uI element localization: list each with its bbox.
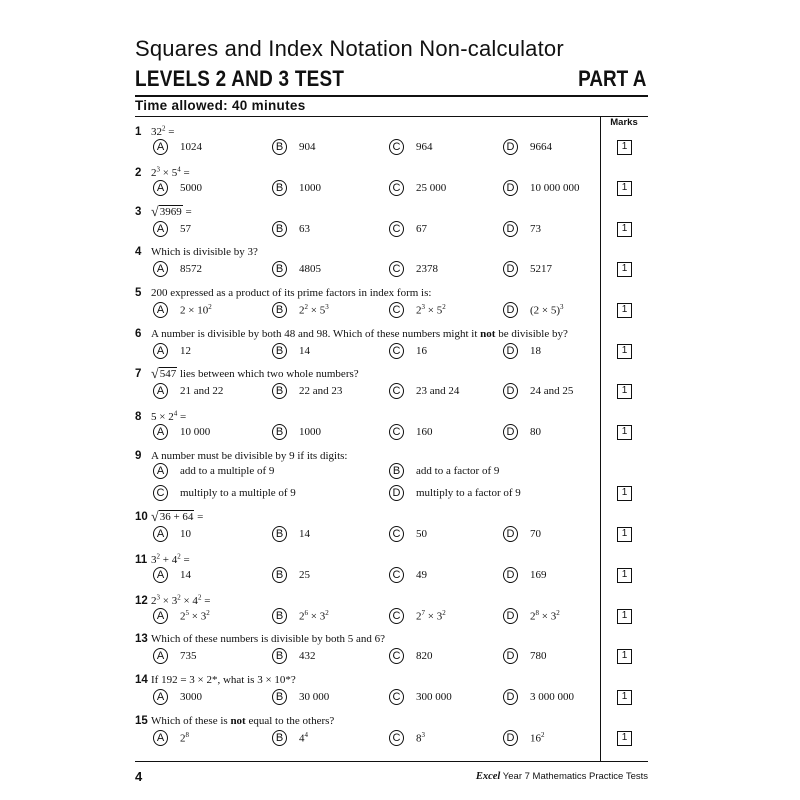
- question-number: 3: [135, 206, 142, 218]
- option-letter-c: C: [389, 526, 404, 542]
- question-1: [135, 124, 174, 138]
- option-value: 300 000: [416, 691, 452, 703]
- option-letter-c: C: [389, 383, 404, 399]
- option-value: $2^7 \times 3^2$: [416, 609, 446, 623]
- marks-box: 1: [617, 568, 632, 583]
- answer-option-c[interactable]: [389, 383, 459, 399]
- part-label: PART A: [577, 66, 646, 91]
- answer-option-a[interactable]: [153, 424, 210, 440]
- option-value: 25: [299, 569, 310, 581]
- answer-option-b[interactable]: [272, 302, 329, 318]
- option-value: 12: [180, 345, 191, 357]
- question-number: 14: [135, 674, 148, 686]
- answer-option-b[interactable]: [272, 608, 329, 624]
- question-number: 13: [135, 633, 148, 645]
- answer-option-d[interactable]: [503, 383, 573, 399]
- option-value: 160: [416, 426, 433, 438]
- option-letter-a: A: [153, 221, 168, 237]
- answer-option-a[interactable]: [153, 648, 197, 664]
- option-letter-d: D: [503, 608, 518, 624]
- answer-option-c[interactable]: [389, 526, 427, 542]
- answer-option-d[interactable]: [389, 485, 521, 501]
- question-3: [135, 206, 192, 218]
- option-value: 73: [530, 223, 541, 235]
- marks-box: 1: [617, 384, 632, 399]
- question-13: [135, 633, 385, 645]
- question-number: 4: [135, 246, 142, 258]
- option-letter-c: C: [389, 648, 404, 664]
- option-letter-d: D: [503, 343, 518, 359]
- option-letter-c: C: [389, 302, 404, 318]
- footer-title: Year 7 Mathematics Practice Tests: [502, 771, 648, 782]
- answer-option-a[interactable]: [153, 221, 191, 237]
- answer-option-a[interactable]: [153, 180, 202, 196]
- answer-option-d[interactable]: [503, 648, 547, 664]
- marks-box: 1: [617, 140, 632, 155]
- answer-option-b[interactable]: [272, 526, 310, 542]
- option-value: $2^2 \times 5^3$: [299, 303, 329, 317]
- question-number: 1: [135, 125, 142, 138]
- option-value: 14: [299, 345, 310, 357]
- question-text: A number must be divisible by 9 if its digits:: [151, 450, 348, 462]
- option-value: 49: [416, 569, 427, 581]
- option-value: 5000: [180, 182, 202, 194]
- marks-box: 1: [617, 303, 632, 318]
- answer-option-d[interactable]: [503, 261, 552, 277]
- question-8: [135, 409, 186, 423]
- answer-option-d[interactable]: [503, 424, 541, 440]
- answer-option-a[interactable]: [153, 261, 202, 277]
- answer-option-c[interactable]: [389, 302, 446, 318]
- test-title: LEVELS 2 AND 3 TEST: [135, 66, 345, 91]
- marks-box: 1: [617, 262, 632, 277]
- answer-option-c[interactable]: [389, 689, 452, 705]
- option-letter-a: A: [153, 424, 168, 440]
- question-text: $2^3 \times 3^2 \times 4^2$ =: [151, 593, 211, 607]
- topic-heading: Squares and Index Notation Non-calculator: [135, 36, 564, 61]
- question-11: [135, 552, 190, 566]
- question-text: A number is divisible by both 48 and 98. Which of these numbers might it not be divisible by?: [151, 328, 568, 340]
- marks-box: 1: [617, 425, 632, 440]
- option-value: 3 000 000: [530, 691, 574, 703]
- question-text: $3^2 + 4^2$ =: [151, 552, 190, 566]
- option-letter-d: D: [503, 302, 518, 318]
- option-value: 964: [416, 141, 433, 153]
- question-number: 11: [135, 553, 148, 566]
- question-text: √36 + 64 =: [151, 510, 204, 525]
- answer-option-a[interactable]: [153, 139, 202, 155]
- option-letter-b: B: [272, 383, 287, 399]
- table-bottom-rule: [135, 761, 648, 762]
- answer-option-a[interactable]: [153, 463, 274, 479]
- option-letter-a: A: [153, 302, 168, 318]
- answer-option-d[interactable]: [503, 139, 552, 155]
- option-value: $2^6 \times 3^2$: [299, 609, 329, 623]
- answer-option-a[interactable]: [153, 526, 191, 542]
- option-value: 2378: [416, 263, 438, 275]
- marks-box: 1: [617, 731, 632, 746]
- answer-option-a[interactable]: [153, 302, 212, 318]
- marks-box: 1: [617, 181, 632, 196]
- answer-option-d[interactable]: [503, 689, 574, 705]
- marks-column-divider: [600, 116, 601, 761]
- answer-option-b[interactable]: [272, 424, 321, 440]
- answer-option-b[interactable]: [272, 180, 321, 196]
- answer-option-c[interactable]: [389, 261, 438, 277]
- option-letter-b: B: [272, 567, 287, 583]
- answer-option-c[interactable]: [389, 424, 433, 440]
- answer-option-d[interactable]: [503, 526, 541, 542]
- option-value: add to a factor of 9: [416, 465, 500, 477]
- answer-option-d[interactable]: [503, 567, 547, 583]
- option-letter-a: A: [153, 180, 168, 196]
- question-4: [135, 246, 258, 258]
- option-letter-a: A: [153, 608, 168, 624]
- answer-option-b[interactable]: [272, 139, 316, 155]
- option-letter-a: A: [153, 343, 168, 359]
- option-letter-a: A: [153, 567, 168, 583]
- option-letter-d: D: [503, 567, 518, 583]
- option-letter-b: B: [272, 139, 287, 155]
- option-value: multiply to a multiple of 9: [180, 487, 296, 499]
- option-value: 10 000 000: [530, 182, 580, 194]
- option-value: 9664: [530, 141, 552, 153]
- option-letter-c: C: [389, 689, 404, 705]
- option-letter-b: B: [272, 648, 287, 664]
- answer-option-a[interactable]: [153, 730, 189, 746]
- question-text: 200 expressed as a product of its prime factors in index form is:: [151, 287, 432, 299]
- option-value: 70: [530, 528, 541, 540]
- option-letter-b: B: [272, 343, 287, 359]
- option-letter-d: D: [503, 383, 518, 399]
- option-letter-c: C: [389, 730, 404, 746]
- option-letter-b: B: [272, 689, 287, 705]
- question-number: 8: [135, 410, 142, 423]
- option-value: 1000: [299, 426, 321, 438]
- option-letter-b: B: [272, 424, 287, 440]
- option-value: 18: [530, 345, 541, 357]
- option-value: $2^8$: [180, 731, 189, 745]
- question-15: [135, 715, 334, 727]
- option-letter-a: A: [153, 383, 168, 399]
- question-text: Which of these numbers is divisible by both 5 and 6?: [151, 633, 386, 645]
- question-text: √3969 =: [151, 205, 192, 220]
- question-text: $2^3 \times 5^4$ =: [151, 165, 190, 179]
- page-number: 4: [135, 769, 143, 784]
- option-letter-a: A: [153, 526, 168, 542]
- option-value: 169: [530, 569, 547, 581]
- option-letter-c: C: [389, 180, 404, 196]
- question-14: [135, 674, 296, 686]
- option-letter-c: C: [389, 139, 404, 155]
- answer-option-c[interactable]: [389, 567, 427, 583]
- option-value: 735: [180, 650, 197, 662]
- option-letter-a: A: [153, 730, 168, 746]
- question-number: 12: [135, 594, 148, 607]
- question-number: 5: [135, 287, 142, 299]
- option-letter-b: B: [272, 221, 287, 237]
- option-letter-b: B: [272, 526, 287, 542]
- answer-option-a[interactable]: [153, 343, 191, 359]
- option-letter-b: B: [272, 261, 287, 277]
- question-text: $5 \times 2^4$ =: [151, 409, 187, 423]
- option-value: 30 000: [299, 691, 330, 703]
- option-value: 50: [416, 528, 427, 540]
- question-12: [135, 593, 210, 607]
- footer-series: [476, 771, 648, 782]
- option-value: 432: [299, 650, 316, 662]
- question-text: √547 lies between which two whole numbers?: [151, 367, 359, 382]
- answer-option-a[interactable]: [153, 383, 223, 399]
- option-letter-b: B: [272, 730, 287, 746]
- option-letter-a: A: [153, 689, 168, 705]
- option-letter-d: D: [503, 730, 518, 746]
- option-value: 24 and 25: [530, 385, 574, 397]
- answer-option-d[interactable]: [503, 221, 541, 237]
- option-letter-b: B: [272, 302, 287, 318]
- answer-option-c[interactable]: [389, 180, 446, 196]
- marks-box: 1: [617, 344, 632, 359]
- option-value: 57: [180, 223, 191, 235]
- answer-option-b[interactable]: [272, 221, 310, 237]
- answer-option-a[interactable]: [153, 608, 210, 624]
- option-value: $2^3 \times 5^2$: [416, 303, 446, 317]
- option-letter-d: D: [503, 139, 518, 155]
- option-value: 14: [299, 528, 310, 540]
- answer-option-b[interactable]: [389, 463, 499, 479]
- answer-option-c[interactable]: [389, 221, 427, 237]
- question-number: 7: [135, 368, 142, 380]
- option-value: 23 and 24: [416, 385, 460, 397]
- answer-option-b[interactable]: [272, 567, 310, 583]
- question-text: $32^2$ =: [151, 124, 175, 138]
- answer-option-b[interactable]: [272, 343, 310, 359]
- option-value: multiply to a factor of 9: [416, 487, 521, 499]
- option-value: 780: [530, 650, 547, 662]
- option-value: 904: [299, 141, 316, 153]
- option-value: 8572: [180, 263, 202, 275]
- question-5: [135, 287, 431, 299]
- time-allowed: Time allowed: 40 minutes: [135, 98, 306, 113]
- option-value: 10 000: [180, 426, 211, 438]
- option-value: $2^8 \times 3^2$: [530, 609, 560, 623]
- option-letter-d: D: [503, 261, 518, 277]
- marks-column-header: Marks: [610, 117, 638, 128]
- answer-option-b[interactable]: [272, 730, 308, 746]
- option-value: 5217: [530, 263, 552, 275]
- table-top-rule: [135, 116, 648, 117]
- answer-option-b[interactable]: [272, 648, 316, 664]
- question-number: 15: [135, 715, 148, 727]
- option-value: 10: [180, 528, 191, 540]
- question-text: If 192 = 3 × 2*, what is 3 × 10*?: [151, 674, 296, 686]
- option-value: $(2 \times 5)^3$: [530, 303, 564, 317]
- question-9: [135, 450, 347, 462]
- option-letter-a: A: [153, 648, 168, 664]
- option-letter-c: C: [389, 221, 404, 237]
- answer-option-c[interactable]: [389, 730, 425, 746]
- option-letter-c: C: [389, 424, 404, 440]
- answer-option-a[interactable]: [153, 567, 191, 583]
- answer-option-b[interactable]: [272, 383, 342, 399]
- option-letter-d: D: [503, 424, 518, 440]
- option-value: 25 000: [416, 182, 447, 194]
- marks-box: 1: [617, 690, 632, 705]
- option-value: 21 and 22: [180, 385, 224, 397]
- option-letter-d: D: [503, 689, 518, 705]
- marks-box: 1: [617, 527, 632, 542]
- answer-option-d[interactable]: [503, 608, 560, 624]
- option-value: 63: [299, 223, 310, 235]
- option-letter-d: D: [503, 526, 518, 542]
- option-value: 67: [416, 223, 427, 235]
- header-rule: [135, 95, 648, 97]
- answer-option-b[interactable]: [272, 689, 329, 705]
- question-number: 10: [135, 511, 148, 523]
- question-number: 9: [135, 450, 142, 462]
- option-value: add to a multiple of 9: [180, 465, 275, 477]
- option-letter-a: A: [153, 139, 168, 155]
- answer-option-d[interactable]: [503, 343, 541, 359]
- answer-option-d[interactable]: [503, 302, 564, 318]
- option-value: 80: [530, 426, 541, 438]
- option-letter-c: C: [389, 261, 404, 277]
- option-value: 820: [416, 650, 433, 662]
- option-letter-c: C: [389, 343, 404, 359]
- question-text: Which is divisible by 3?: [151, 246, 258, 258]
- option-value: $4^4$: [299, 731, 308, 745]
- option-value: 1000: [299, 182, 321, 194]
- option-value: $16^2$: [530, 731, 545, 745]
- answer-option-c[interactable]: [389, 139, 433, 155]
- question-7: [135, 368, 359, 380]
- option-letter-c: C: [389, 608, 404, 624]
- option-value: $2^5 \times 3^2$: [180, 609, 210, 623]
- question-10: [135, 511, 203, 523]
- option-letter-d: D: [503, 180, 518, 196]
- option-letter-b: B: [272, 180, 287, 196]
- question-6: [135, 328, 568, 340]
- option-letter-d: D: [389, 485, 404, 501]
- option-value: 16: [416, 345, 427, 357]
- marks-box: 1: [617, 609, 632, 624]
- option-letter-d: D: [503, 221, 518, 237]
- option-value: 4805: [299, 263, 321, 275]
- answer-option-c[interactable]: [389, 648, 433, 664]
- footer-brand: Excel: [475, 771, 501, 782]
- answer-option-c[interactable]: [389, 608, 446, 624]
- answer-option-c[interactable]: [389, 343, 427, 359]
- option-letter-b: B: [389, 463, 404, 479]
- question-text: Which of these is not equal to the others?: [151, 715, 335, 727]
- answer-option-b[interactable]: [272, 261, 321, 277]
- option-value: 14: [180, 569, 191, 581]
- option-letter-b: B: [272, 608, 287, 624]
- option-letter-a: A: [153, 463, 168, 479]
- marks-box: 1: [617, 649, 632, 664]
- question-2: [135, 165, 190, 179]
- option-letter-c: C: [153, 485, 168, 501]
- marks-box: 1: [617, 486, 632, 501]
- option-value: $2 \times 10^2$: [180, 303, 212, 317]
- answer-option-d[interactable]: [503, 730, 545, 746]
- option-value: 22 and 23: [299, 385, 343, 397]
- answer-option-c[interactable]: [153, 485, 296, 501]
- marks-box: 1: [617, 222, 632, 237]
- option-value: 1024: [180, 141, 202, 153]
- answer-option-d[interactable]: [503, 180, 580, 196]
- option-value: 3000: [180, 691, 202, 703]
- option-letter-a: A: [153, 261, 168, 277]
- answer-option-a[interactable]: [153, 689, 202, 705]
- option-value: $8^3$: [416, 731, 425, 745]
- option-letter-c: C: [389, 567, 404, 583]
- option-letter-d: D: [503, 648, 518, 664]
- question-number: 6: [135, 328, 142, 340]
- question-number: 2: [135, 166, 142, 179]
